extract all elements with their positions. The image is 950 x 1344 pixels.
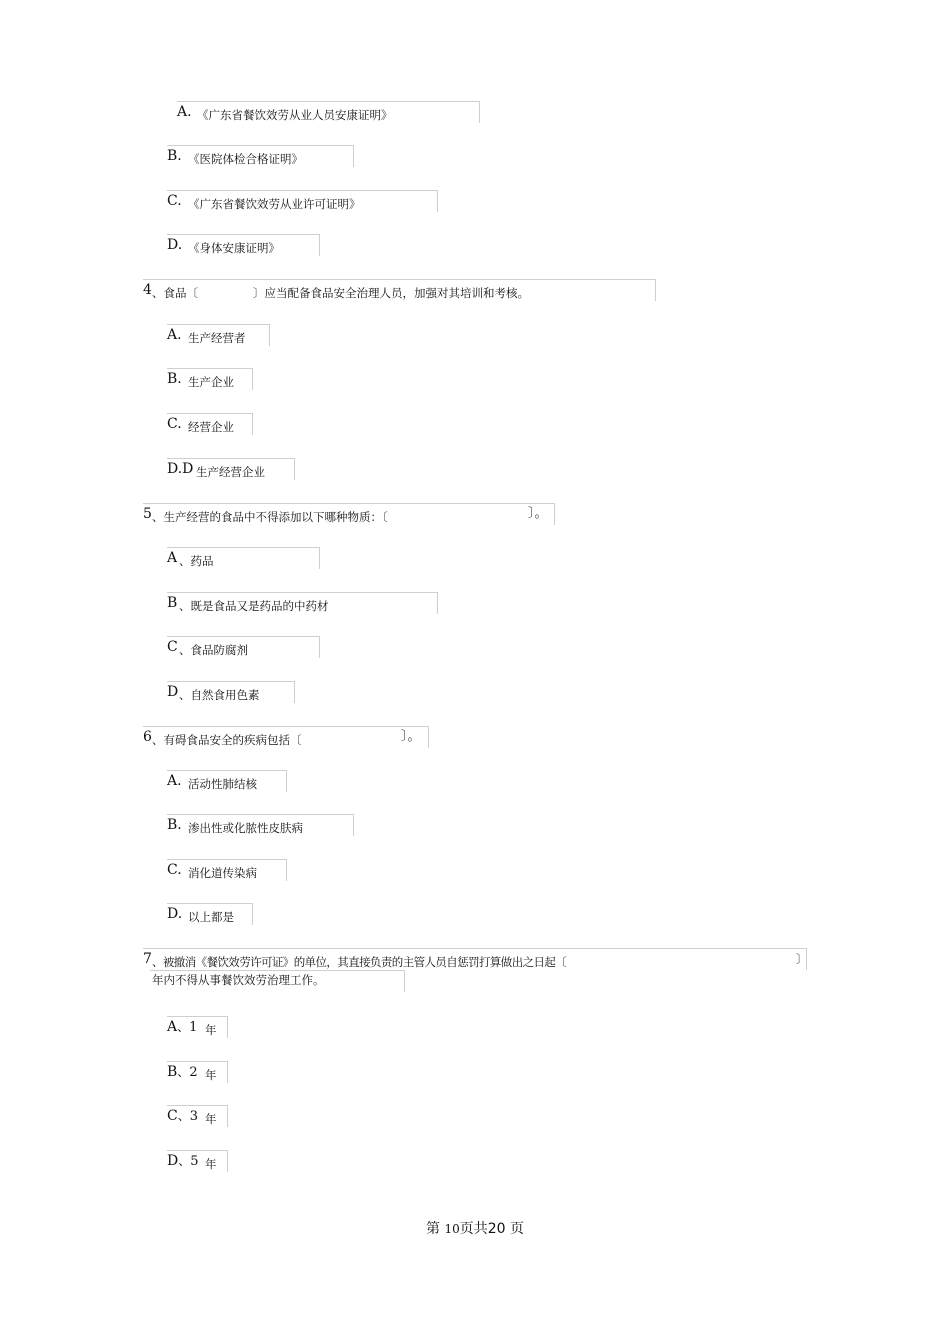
footer-page-number: 10 [444,1222,460,1236]
footer-middle: 页共 [459,1221,488,1237]
question-number: 7 [143,951,152,967]
option-marker: B [167,595,178,611]
option-text: 消化道传染病 [188,866,257,880]
option-text: 、药品 [179,554,214,568]
option-marker: B. [167,371,182,387]
option-marker: C [167,639,178,655]
question-text-after: 〕应当配备食品安全治理人员，加强对其培训和考核。 [253,286,529,300]
question-text-before: 、有碍食品安全的疾病包括〔 [152,733,302,747]
option-marker: D、5 [167,1153,199,1169]
option-text: 经营企业 [188,420,234,434]
question-4 [143,279,656,301]
option-marker: C、3 [167,1108,199,1124]
option-marker: B、2 [167,1064,198,1080]
option-marker: A、1 [167,1019,198,1035]
option-marker: D. [167,237,183,253]
option-q3-d [167,234,320,256]
option-marker: C. [167,862,182,878]
question-text-before: 、被撤消《餐饮效劳许可证》的单位，其直接负责的主管人员自惩罚打算做出之日起〔 [152,955,567,969]
footer-total-pages: 20 [487,1221,506,1237]
question-7 [143,948,807,970]
question-number: 6 [143,729,152,745]
option-text: 《医院体检合格证明》 [188,152,303,166]
option-text: 《广东省餐饮效劳从业许可证明》 [188,197,361,211]
question-text-line2: 年内不得从事餐饮效劳治理工作。 [152,973,325,987]
option-marker: D. [167,906,183,922]
option-q5-a [167,547,320,569]
question-text-before: 、生产经营的食品中不得添加以下哪种物质：〔 [152,510,388,524]
option-marker: A [167,550,178,566]
option-marker: D.D [167,461,194,477]
question-text-after: 〕。 [401,729,421,744]
question-text-after: 〕 [796,952,808,966]
option-q3-c [167,190,438,212]
option-marker: A. [167,773,182,789]
option-marker: D [167,684,179,700]
option-marker: A. [177,104,192,120]
option-text: 年 [205,1112,217,1126]
question-text-after: 〕。 [528,506,548,521]
option-text: 以上都是 [188,910,234,924]
option-text: 、既是食品又是药品的中药材 [179,599,329,613]
question-number: 5 [143,506,152,522]
option-text: 、自然食用色素 [179,688,260,702]
option-text: 年 [205,1157,217,1171]
option-q3-a [177,101,480,123]
question-6 [143,726,429,748]
question-7-line2 [150,970,405,992]
question-5 [143,503,555,525]
option-marker: B. [167,817,182,833]
question-text-before: 、食品〔 [152,286,198,300]
option-marker: B. [167,148,182,164]
option-text: 渗出性或化脓性皮肤病 [188,821,303,835]
option-q5-d [167,681,295,703]
option-marker: A. [167,327,182,343]
option-text: 、食品防腐剂 [179,643,248,657]
option-q7-b [167,1061,228,1083]
option-text: 活动性肺结核 [188,777,257,791]
option-q5-c [167,636,320,658]
option-q5-b [167,592,438,614]
option-q4-d [167,458,295,480]
question-number: 4 [143,282,152,298]
option-text: 《广东省餐饮效劳从业人员安康证明》 [197,108,393,122]
option-q3-b [167,145,354,167]
page-footer [0,1218,950,1238]
option-q4-c [167,413,253,435]
option-q4-a [167,324,270,346]
option-text: 《身体安康证明》 [188,241,280,255]
option-marker: C. [167,193,182,209]
option-text: 生产经营者 [188,331,246,345]
option-q4-b [167,368,253,390]
option-marker: C. [167,416,182,432]
footer-suffix: 页 [510,1221,524,1237]
option-q6-d [167,903,253,925]
option-q7-d [167,1150,228,1172]
option-q6-c [167,859,287,881]
footer-prefix: 第 [425,1221,440,1237]
option-text: 年 [205,1023,217,1037]
option-q6-a [167,770,287,792]
option-text: 年 [205,1068,217,1082]
option-q6-b [167,814,354,836]
option-q7-a [167,1016,228,1038]
option-q7-c [167,1105,228,1127]
option-text: 生产经营企业 [196,465,265,479]
option-text: 生产企业 [188,375,234,389]
